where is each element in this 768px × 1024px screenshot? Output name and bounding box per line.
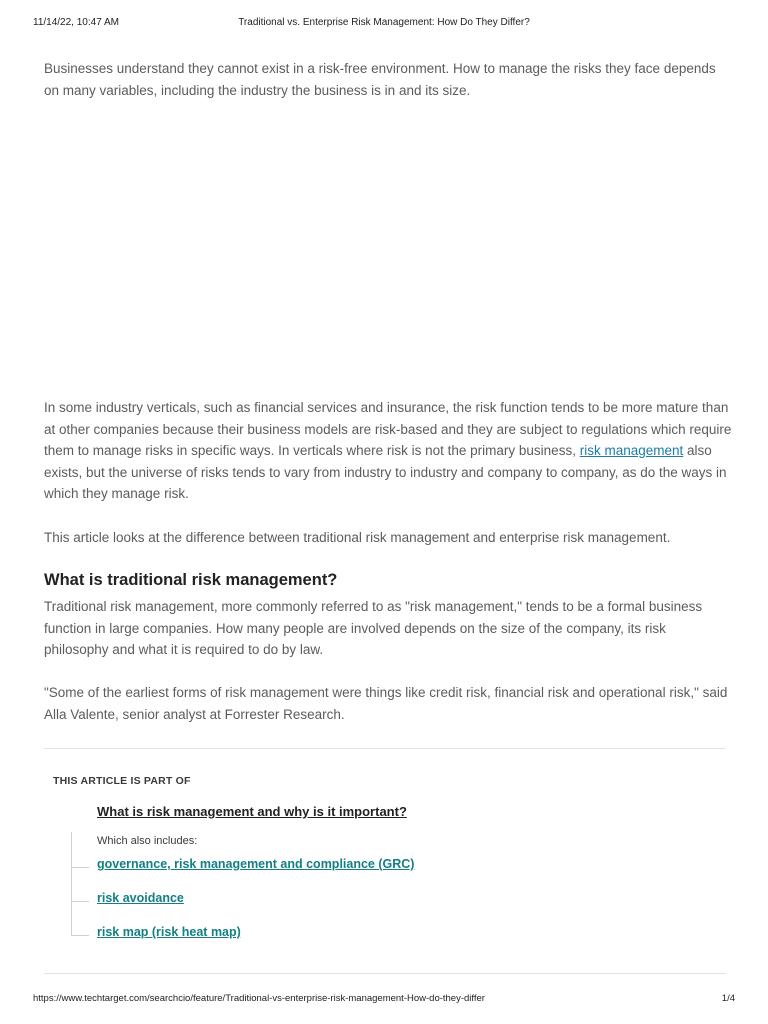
article-scope-paragraph: This article looks at the difference between traditional risk management and enterprise risk management. [44, 530, 671, 545]
tree-branch [71, 935, 89, 936]
print-header [33, 17, 735, 31]
section-heading-traditional-risk-management: What is traditional risk management? [44, 571, 338, 589]
series-title-link[interactable]: What is risk management and why is it important? [97, 804, 407, 819]
risk-avoidance-link[interactable]: risk avoidance [97, 891, 184, 905]
risk-management-link[interactable]: risk management [579, 443, 684, 458]
part-of-label: THIS ARTICLE IS PART OF [53, 775, 191, 787]
print-timestamp: 11/14/22, 10:47 AM [33, 17, 119, 28]
bottom-divider [44, 973, 726, 974]
verticals-text-before-link: In some industry verticals, such as financial services and insurance, the risk function tends to be more mature than at other companies because their business models are risk-based and they are subject to regulations which require them to manage risks in specific ways. In verticals where risk is not the primary business, [44, 400, 732, 458]
tree-branch [71, 901, 89, 902]
verticals-text-after-link: also exists, but the universe of risks tends to vary from industry to industry and company to company, as do the ways in which they manage risk. [44, 443, 727, 501]
quote-paragraph: "Some of the earliest forms of risk management were things like credit risk, financial risk and operational risk," said Alla Valente, senior analyst at Forrester Research. [44, 685, 728, 722]
print-document-title: Traditional vs. Enterprise Risk Management: How Do They Differ? [238, 17, 530, 28]
tree-connector-line [71, 832, 72, 936]
grc-link[interactable]: governance, risk management and compliance (GRC) [97, 857, 415, 871]
verticals-paragraph [44, 397, 734, 505]
print-footer [33, 993, 735, 1007]
risk-map-link[interactable]: risk map (risk heat map) [97, 925, 241, 939]
traditional-risk-paragraph: Traditional risk management, more commonly referred to as "risk management," tends to be a formal business function in large companies. How many people are involved depends on the size of the company, its risk philosophy and what it is required to do by law. [44, 599, 703, 657]
includes-label: Which also includes: [97, 835, 198, 847]
page-number: 1/4 [721, 993, 735, 1004]
intro-paragraph: Businesses understand they cannot exist in a risk-free environment. How to manage the risks they face depends on many variables, including the industry the business is in and its size. [44, 61, 716, 98]
top-divider [44, 748, 726, 749]
tree-branch [71, 867, 89, 868]
print-url: https://www.techtarget.com/searchcio/feature/Traditional-vs-enterprise-risk-management-How-do-they-differ [33, 993, 485, 1004]
